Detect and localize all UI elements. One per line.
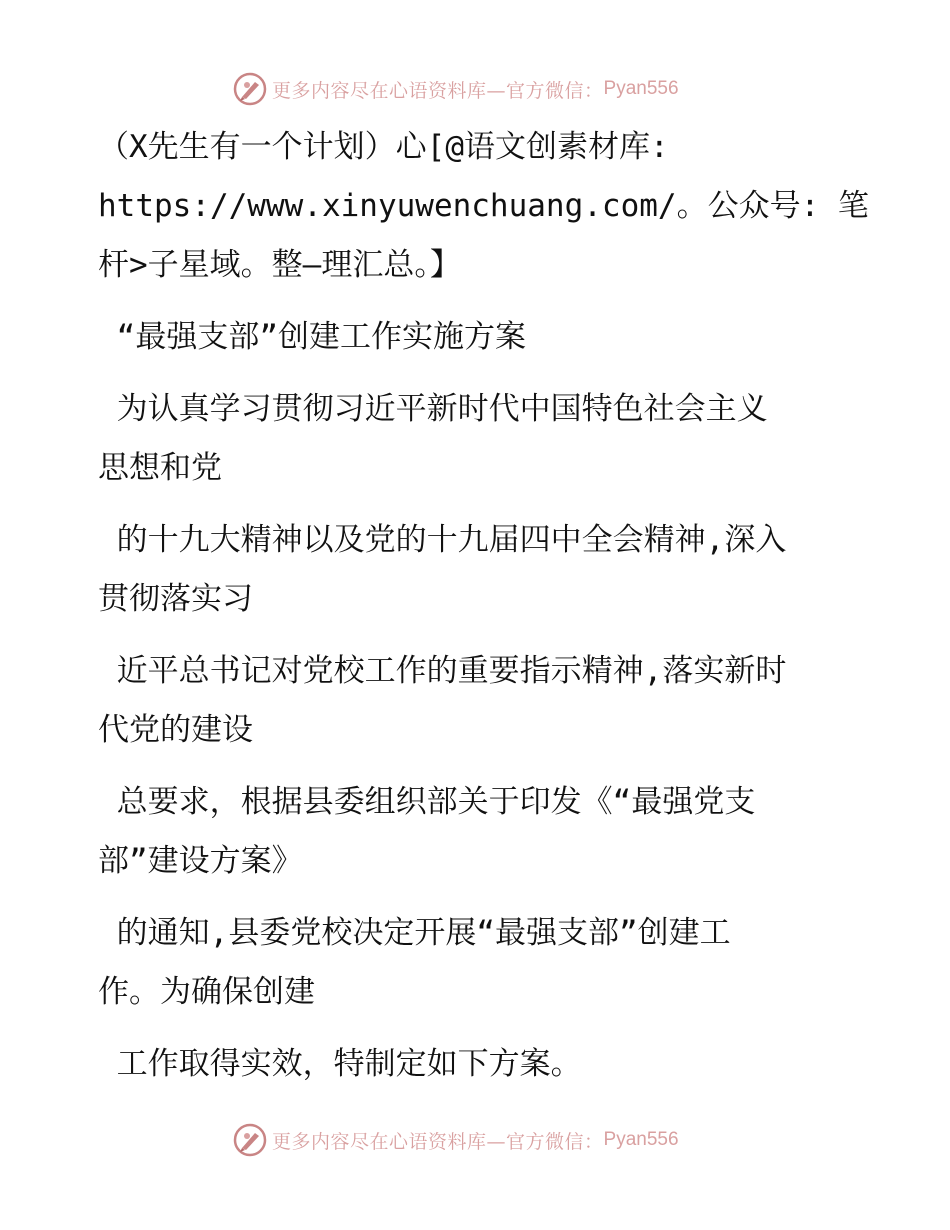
paragraph: [98, 642, 858, 760]
watermark-text: 更多内容尽在心语资料库—官方微信：: [272, 1130, 604, 1153]
watermark-wechat-id: Pyan556: [603, 1129, 679, 1150]
paragraph: [98, 1035, 858, 1094]
watermark-banner-top: [233, 71, 679, 107]
paragraph-line: 思想和党: [98, 450, 222, 486]
paragraph-line: 作。为确保创建: [98, 974, 315, 1010]
intro-line-3: 杆>子星域。整—理汇总。】: [98, 247, 461, 283]
paragraph: [98, 904, 858, 1022]
paragraph: [98, 773, 858, 891]
intro-line-2: https://www.xinyuwenchuang.com/。公众号: 笔: [98, 188, 869, 224]
document-body: [98, 118, 869, 1094]
document-title: “最强支部”创建工作实施方案: [98, 319, 526, 355]
intro-line-1: （X先生有一个计划）心[@语文创素材库:: [98, 129, 669, 165]
watermark-wechat-id: Pyan556: [603, 78, 679, 99]
paragraph: [98, 511, 858, 629]
pen-logo-icon: [233, 72, 267, 106]
paragraph-line: 总要求，根据县委组织部关于印发《“最强党支: [98, 784, 756, 820]
pen-logo-icon: [233, 1123, 267, 1157]
paragraph-line: 贯彻落实习: [98, 581, 253, 617]
watermark-banner-bottom: [233, 1122, 679, 1158]
paragraph-line: 的通知,县委党校决定开展“最强支部”创建工: [98, 915, 731, 951]
paragraph-line: 部”建设方案》: [98, 843, 303, 879]
paragraph-line: 的十九大精神以及党的十九届四中全会精神,深入: [98, 522, 787, 558]
paragraph-line: 代党的建设: [98, 712, 253, 748]
paragraph-line: 工作取得实效，特制定如下方案。: [98, 1046, 582, 1082]
watermark-text: 更多内容尽在心语资料库—官方微信：: [272, 79, 604, 102]
paragraph-line: 近平总书记对党校工作的重要指示精神,落实新时: [98, 653, 787, 689]
paragraph: [98, 380, 858, 498]
paragraph-line: 为认真学习贯彻习近平新时代中国特色社会主义: [98, 391, 768, 427]
